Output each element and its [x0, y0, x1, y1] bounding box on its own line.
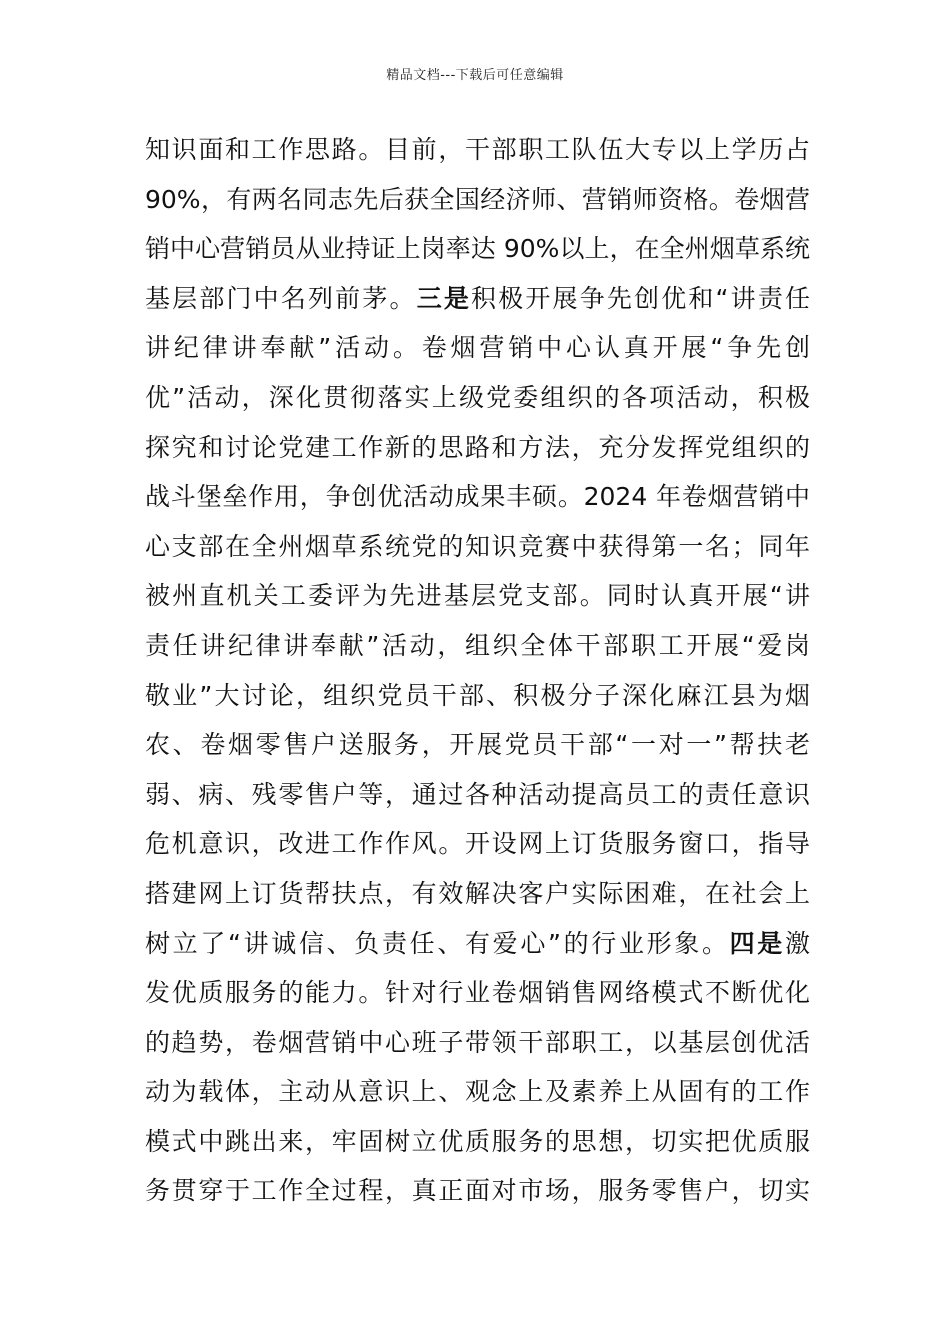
text-line: 树立了“讲诚信、负责任、有爱心”的行业形象。四是激 — [145, 928, 810, 958]
point-four-marker: 四是 — [729, 928, 785, 958]
text-line: 战斗堡垒作用，争创优活动成果丰硕。2024 年卷烟营销中 — [145, 482, 810, 512]
text-line: 发优质服务的能力。针对行业卷烟销售网络模式不断优化 — [145, 978, 810, 1008]
text-line: 90%，有两名同志先后获全国经济师、营销师资格。卷烟营 — [145, 184, 810, 214]
text-line: 搭建网上订货帮扶点，有效解决客户实际困难，在社会上 — [145, 878, 810, 908]
text-line: 探究和讨论党建工作新的思路和方法，充分发挥党组织的 — [145, 432, 810, 462]
text-line: 农、卷烟零售户送服务，开展党员干部“一对一”帮扶老 — [145, 730, 810, 760]
text-line: 被州直机关工委评为先进基层党支部。同时认真开展“讲 — [145, 581, 810, 611]
text-line: 优”活动，深化贯彻落实上级党委组织的各项活动，积极 — [145, 382, 810, 412]
text-line: 敬业”大讨论，组织党员干部、积极分子深化麻江县为烟 — [145, 680, 810, 710]
text-line: 务贯穿于工作全过程，真正面对市场，服务零售户，切实 — [145, 1176, 810, 1206]
text-line: 模式中跳出来，牢固树立优质服务的思想，切实把优质服 — [145, 1126, 810, 1156]
text-line: 责任讲纪律讲奉献”活动，组织全体干部职工开展“爱岗 — [145, 630, 810, 660]
point-three-marker: 三是 — [416, 283, 472, 313]
text-line: 讲纪律讲奉献”活动。卷烟营销中心认真开展“争先创 — [145, 333, 810, 363]
text-line: 销中心营销员从业持证上岗率达 90%以上，在全州烟草系统 — [145, 234, 810, 264]
text-line: 危机意识，改进工作作风。开设网上订货服务窗口，指导 — [145, 829, 810, 859]
document-body — [145, 125, 810, 1216]
text-line: 心支部在全州烟草系统党的知识竞赛中获得第一名；同年 — [145, 531, 810, 561]
page-header: 精品文档---下载后可任意编辑 — [386, 68, 564, 83]
text-line: 的趋势，卷烟营销中心班子带领干部职工，以基层创优活 — [145, 1027, 810, 1057]
text-line: 动为载体，主动从意识上、观念上及素养上从固有的工作 — [145, 1077, 810, 1107]
text-line: 弱、病、残零售户等，通过各种活动提高员工的责任意识 — [145, 779, 810, 809]
text-line: 知识面和工作思路。目前，干部职工队伍大专以上学历占 — [145, 135, 810, 164]
text-line: 基层部门中名列前茅。三是积极开展争先创优和“讲责任 — [145, 283, 810, 313]
